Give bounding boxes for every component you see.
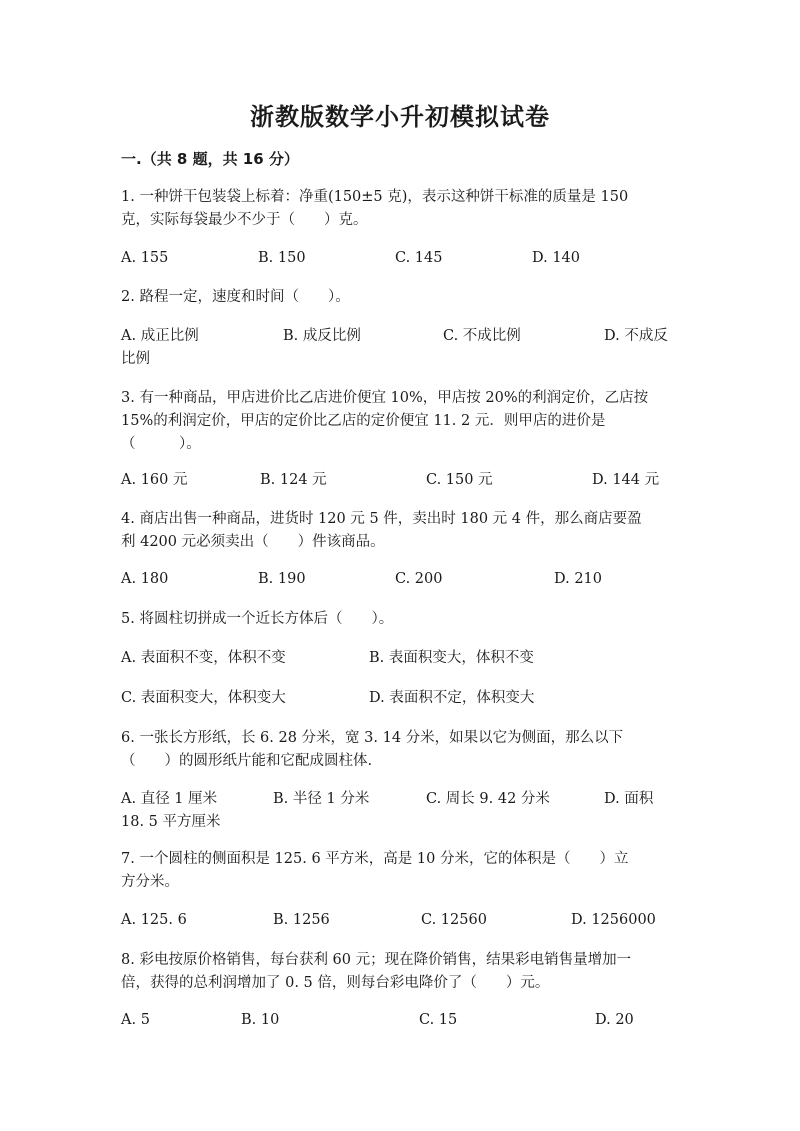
option-a: A. 成正比例 [121, 328, 199, 344]
option-b: B. 成反比例 [283, 328, 361, 344]
option-a: A. 160 元 [121, 472, 188, 488]
question-2-stem [121, 286, 681, 309]
question-stem-line: 8. 彩电按原价格销售，每台获利 60 元；现在降价销售，结果彩电销售量增加一 [121, 952, 632, 968]
question-8-options [121, 1009, 681, 1032]
option-b: B. 190 [258, 571, 306, 587]
question-stem-line: 15%的利润定价，甲店的定价比乙店的定价便宜 11. 2 元．则甲店的进价是 [121, 413, 606, 429]
question-1-options [121, 247, 681, 270]
option-d-continuation: 比例 [121, 351, 150, 367]
question-5-options-row-2 [121, 687, 681, 710]
option-b: B. 150 [258, 250, 306, 266]
option-b: B. 10 [241, 1012, 280, 1028]
option-a: A. 125. 6 [121, 912, 187, 928]
option-b: B. 124 元 [260, 472, 327, 488]
option-a: A. 155 [121, 250, 169, 266]
option-d: D. 面积 [604, 791, 654, 807]
option-d: D. 表面积不定，体积变大 [369, 690, 535, 706]
question-4-options [121, 568, 681, 591]
question-5-options-row-1 [121, 647, 681, 670]
question-5-stem [121, 608, 681, 631]
option-c: C. 12560 [421, 912, 487, 928]
question-stem-line: 倍，获得的总利润增加了 0. 5 倍，则每台彩电降价了（ ）元。 [121, 975, 550, 991]
question-2-options [121, 325, 681, 348]
option-a: A. 直径 1 厘米 [121, 791, 218, 807]
option-c: C. 200 [395, 571, 443, 587]
question-stem-line: 2. 路程一定，速度和时间（ ）。 [121, 289, 350, 305]
page-title: 浙教版数学小升初模拟试卷 [250, 103, 550, 131]
section-heading: 一.（共 8 题，共 16 分） [121, 150, 299, 168]
question-7-stem [121, 848, 681, 894]
question-stem-line: 方分米。 [121, 874, 179, 890]
question-6-stem [121, 727, 681, 773]
option-c: C. 15 [419, 1012, 458, 1028]
question-stem-line: 3. 有一种商品，甲店进价比乙店进价便宜 10%，甲店按 20%的利润定价，乙店按 [121, 390, 649, 406]
question-3-stem [121, 387, 681, 456]
question-stem-line: （ ）的圆形纸片能和它配成圆柱体. [121, 753, 373, 769]
option-b: B. 表面积变大，体积不变 [369, 650, 534, 666]
option-d: D. 1256000 [571, 912, 656, 928]
option-c: C. 不成比例 [443, 328, 521, 344]
question-stem-line: （ ）。 [121, 436, 201, 452]
question-stem-line: 4. 商店出售一种商品，进货时 120 元 5 件，卖出时 180 元 4 件，那么商店要盈 [121, 511, 642, 527]
option-a: A. 180 [121, 571, 169, 587]
question-1-stem [121, 186, 681, 232]
question-6-options [121, 788, 681, 811]
question-stem-line: 1. 一种饼干包装袋上标着：净重(150±5 克)，表示这种饼干标准的质量是 150 [121, 189, 629, 205]
option-a: A. 表面积不变，体积不变 [121, 650, 286, 666]
option-d: D. 不成反 [604, 328, 668, 344]
question-stem-line: 5. 将圆柱切拼成一个近长方体后（ ）。 [121, 611, 394, 627]
option-a: A. 5 [121, 1012, 150, 1028]
option-d: D. 210 [554, 571, 603, 587]
option-b: B. 半径 1 分米 [273, 791, 370, 807]
option-c: C. 150 元 [426, 472, 493, 488]
question-stem-line: 克，实际每袋最少不少于（ ）克。 [121, 212, 368, 228]
question-stem-line: 7. 一个圆柱的侧面积是 125. 6 平方米，高是 10 分米，它的体积是（ ）立 [121, 851, 629, 867]
question-4-stem [121, 508, 681, 554]
question-stem-line: 利 4200 元必须卖出（ ）件该商品。 [121, 534, 385, 550]
option-d: D. 20 [595, 1012, 634, 1028]
option-c: C. 表面积变大，体积变大 [121, 690, 286, 706]
question-3-options [121, 469, 681, 492]
question-8-stem [121, 949, 681, 995]
option-d-continuation: 18. 5 平方厘米 [121, 814, 221, 830]
option-b: B. 1256 [273, 912, 330, 928]
option-c: C. 周长 9. 42 分米 [426, 791, 550, 807]
option-d: D. 140 [532, 250, 581, 266]
option-c: C. 145 [395, 250, 443, 266]
question-stem-line: 6. 一张长方形纸，长 6. 28 分米，宽 3. 14 分米，如果以它为侧面，那么以下 [121, 730, 624, 746]
option-d: D. 144 元 [592, 472, 660, 488]
question-7-options [121, 909, 681, 932]
